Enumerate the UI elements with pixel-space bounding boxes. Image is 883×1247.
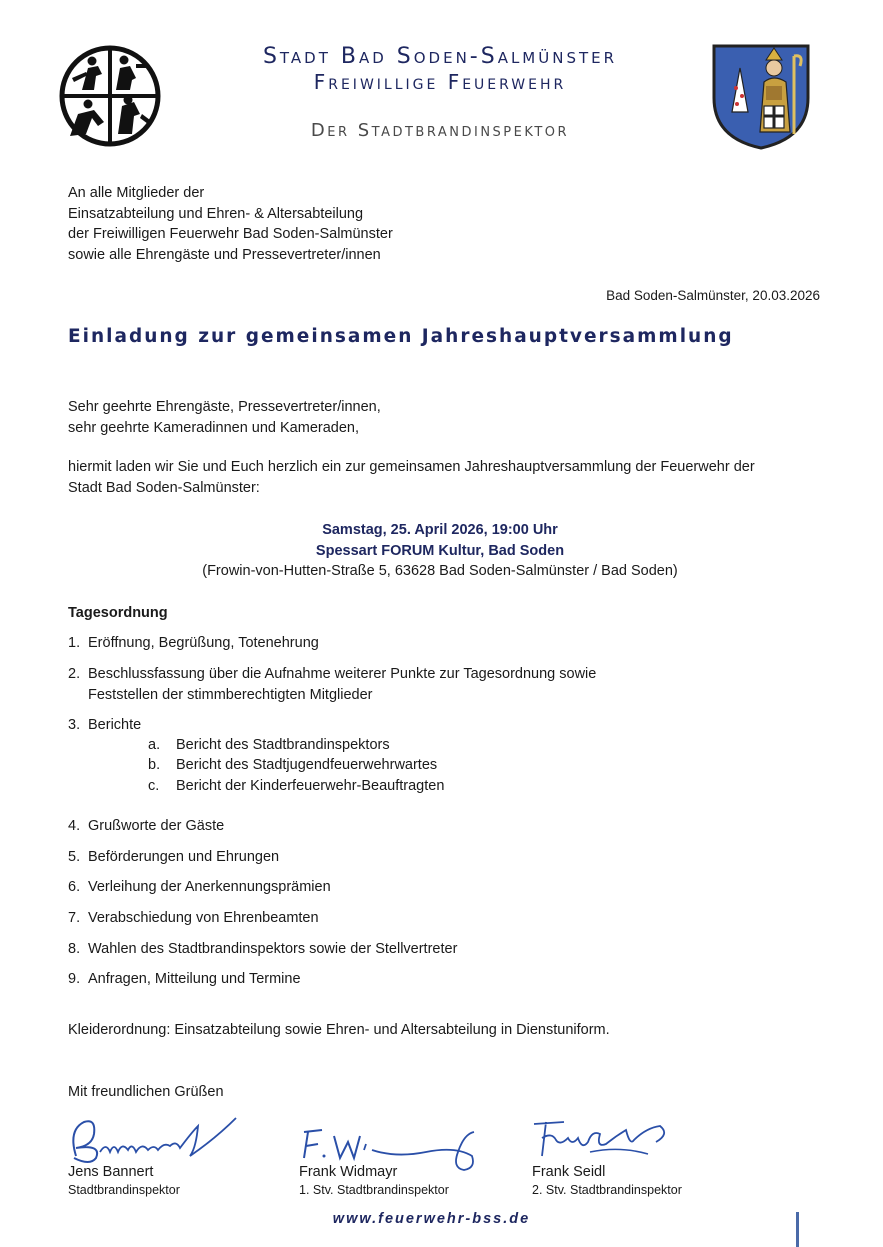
agenda-item-number: 2. (68, 666, 81, 682)
agenda-item-text: Beförderungen und Ehrungen (88, 849, 280, 865)
signature-seidl (530, 1116, 680, 1168)
agenda-item-text: Beschlussfassung über die Aufnahme weiterer Punkte zur Tagesordnung sowie (88, 666, 597, 682)
agenda-item-text: Verabschiedung von Ehrenbeamten (88, 910, 319, 926)
agenda-title: Tagesordnung (68, 605, 168, 621)
agenda-item-text: Eröffnung, Begrüßung, Totenehrung (88, 635, 319, 651)
agenda-item-number: 9. (68, 971, 81, 987)
signatory-role: 1. Stv. Stadtbrandinspektor (299, 1183, 449, 1197)
signature-bannert (66, 1112, 241, 1168)
intro-paragraph (68, 457, 755, 498)
header-city (150, 44, 730, 69)
event-address: (Frowin-von-Hutten-Straße 5, 63628 Bad Soden-Salmünster / Bad Soden) (202, 563, 678, 579)
salutation-line: Sehr geehrte Ehrengäste, Pressevertreter/innen, (68, 399, 381, 415)
event-datetime: Samstag, 25. April 2026, 19:00 Uhr (322, 522, 558, 538)
agenda-item-text: Verleihung der Anerkennungsprämien (88, 879, 331, 895)
closing-phrase: Mit freundlichen Grüßen (68, 1084, 224, 1100)
signatory-role: 2. Stv. Stadtbrandinspektor (532, 1183, 682, 1197)
header-organization (150, 70, 730, 94)
agenda-item-text: Berichte (88, 717, 142, 733)
event-details (150, 520, 730, 582)
event-venue: Spessart FORUM Kultur, Bad Soden (315, 542, 565, 559)
agenda-item-text: Grußworte der Gäste (88, 818, 225, 834)
signatory-2 (299, 1164, 449, 1197)
signatory-name: Jens Bannert (68, 1164, 154, 1180)
recipient-line: sowie alle Ehrengäste und Pressevertreter/innen (68, 246, 381, 263)
agenda-item-text: Wahlen des Stadtbrandinspektors sowie der Stellvertreter (88, 941, 458, 957)
agenda-item (68, 939, 457, 960)
salutation-line: sehr geehrte Kameradinnen und Kameraden, (68, 419, 359, 436)
agenda-subitem-text: Bericht der Kinderfeuerwehr-Beauftragten (176, 778, 445, 794)
header-department-text: Der Stadtbrandinspektor (310, 120, 570, 141)
agenda-item (68, 633, 319, 654)
agenda-item-number: 3. (68, 717, 81, 733)
agenda-item-text-continued: Feststellen der stimmberechtigten Mitglieder (88, 686, 373, 703)
dress-code: Kleiderordnung: Einsatzabteilung sowie Ehren- und Altersabteilung in Dienstuniform. (68, 1022, 610, 1038)
agenda-subitem-letter: c. (148, 778, 160, 794)
agenda-item-text: Anfragen, Mitteilung und Termine (88, 971, 301, 987)
agenda-item-number: 8. (68, 941, 81, 957)
recipient-line: der Freiwilligen Feuerwehr Bad Soden-Salmünster (68, 226, 393, 242)
signatory-1 (68, 1164, 180, 1197)
signatory-name: Frank Widmayr (299, 1164, 398, 1180)
agenda-item (68, 877, 331, 898)
agenda-item-number: 5. (68, 849, 81, 865)
agenda-subitem (148, 755, 437, 776)
agenda-item (68, 847, 279, 868)
recipient-line: Einsatzabteilung und Ehren- & Altersabteilung (68, 205, 364, 222)
agenda-subitem-letter: a. (148, 737, 161, 753)
recipient-address (68, 183, 393, 265)
agenda-item (68, 715, 141, 736)
intro-line: Stadt Bad Soden-Salmünster: (68, 479, 260, 496)
agenda-item-number: 7. (68, 910, 81, 926)
agenda-subitem-text: Bericht des Stadtjugendfeuerwehrwartes (176, 757, 438, 773)
signatory-role: Stadtbrandinspektor (68, 1183, 180, 1197)
fire-brigade-emblem-icon (58, 44, 162, 148)
agenda-subitem-letter: b. (148, 757, 161, 773)
header-city-text: Stadt Bad Soden-Salmünster (262, 44, 618, 69)
signatory-3 (532, 1164, 682, 1197)
footer-divider (796, 1212, 799, 1247)
agenda-item-number: 4. (68, 818, 81, 834)
letter-subject: Einladung zur gemeinsamen Jahreshauptversammlung (68, 326, 734, 347)
intro-line: hiermit laden wir Sie und Euch herzlich ein zur gemeinsamen Jahreshauptversammlung der Feuerwehr der (68, 459, 755, 475)
agenda-item (68, 664, 596, 705)
signatory-name: Frank Seidl (532, 1164, 606, 1180)
agenda-item (68, 816, 224, 837)
recipient-line: An alle Mitglieder der (68, 185, 205, 201)
agenda-subitem-text: Bericht des Stadtbrandinspektors (176, 737, 390, 753)
agenda-item (68, 969, 301, 990)
agenda-subitem (148, 735, 390, 756)
agenda-item (68, 908, 319, 929)
salutation (68, 397, 381, 438)
footer-website-link[interactable]: www.feuerwehr-bss.de (332, 1211, 531, 1227)
agenda-subitem (148, 776, 444, 797)
header-organization-text: Freiwillige Feuerwehr (313, 70, 567, 94)
agenda-item-number: 1. (68, 635, 81, 651)
place-date: Bad Soden-Salmünster, 20.03.2026 (606, 288, 820, 303)
agenda-item-number: 6. (68, 879, 81, 895)
header-department (150, 120, 730, 141)
